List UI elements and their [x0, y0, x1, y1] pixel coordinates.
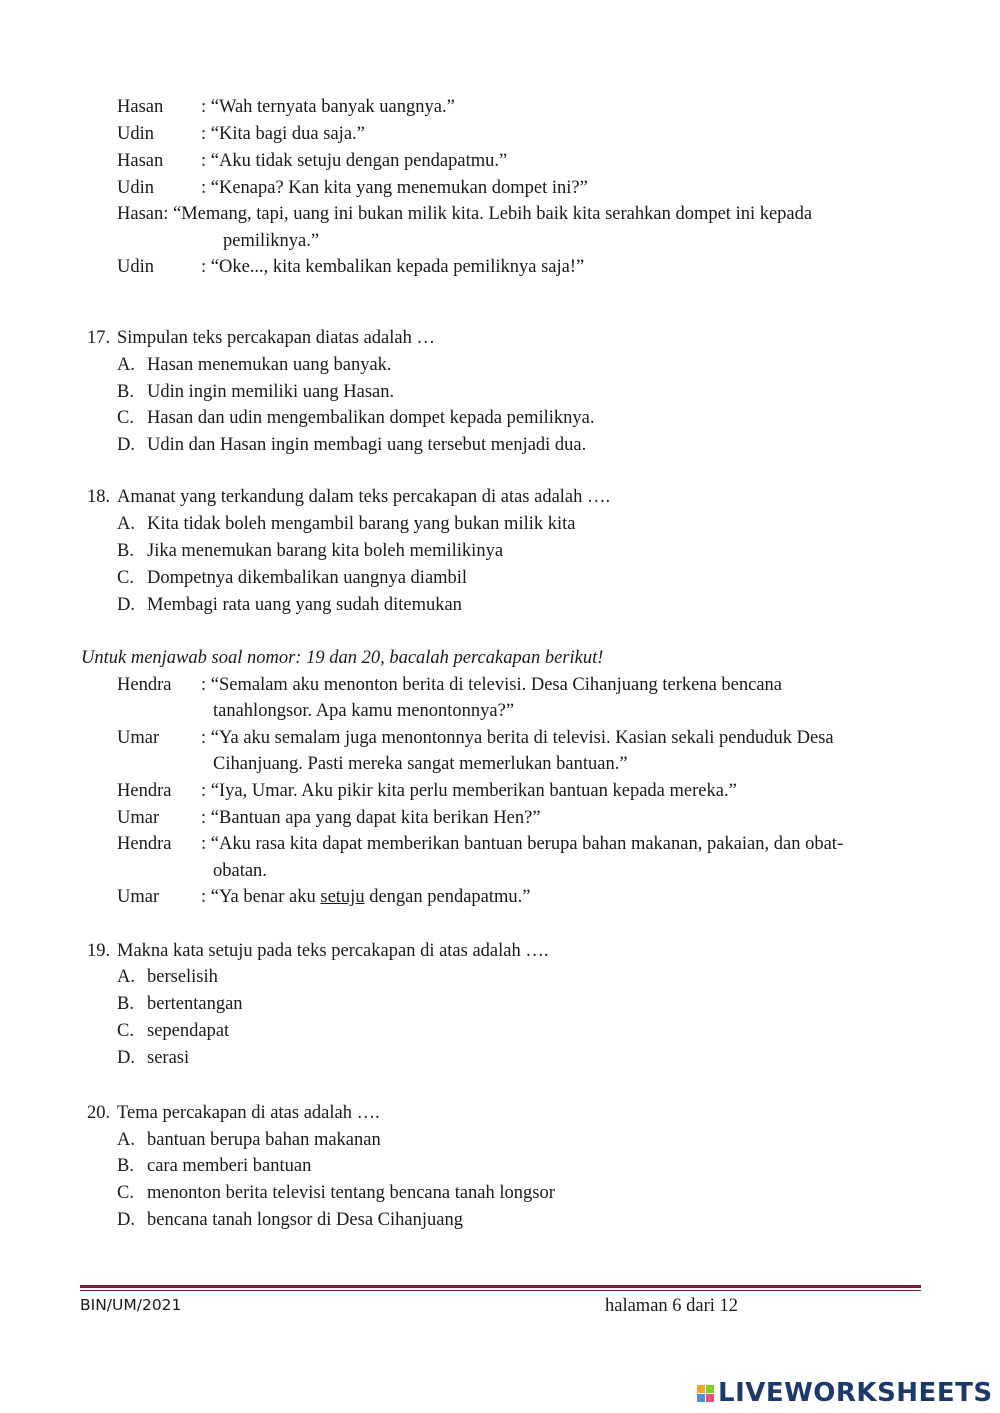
option-letter: A.: [117, 1130, 135, 1150]
dialog1-line: : “Kita bagi dua saja.”: [201, 124, 365, 144]
dialog1-line: : “Aku tidak setuju dengan pendapatmu.”: [201, 151, 508, 171]
option-letter: A.: [117, 355, 135, 375]
question-18-stem: Amanat yang terkandung dalam teks percakapan di atas adalah ….: [117, 487, 611, 507]
dialog2-speaker: Hendra: [117, 834, 172, 854]
dialog1-line: : “Wah ternyata banyak uangnya.”: [201, 97, 455, 117]
q20-option-a: bantuan berupa bahan makanan: [147, 1130, 381, 1150]
dialog1-speaker: Hasan: [117, 151, 164, 171]
q19-option-d: serasi: [147, 1048, 190, 1068]
q17-option-b: Udin ingin memiliki uang Hasan.: [147, 382, 395, 402]
q19-option-a: berselisih: [147, 967, 218, 987]
option-letter: B.: [117, 541, 134, 561]
dialog1-speaker: Udin: [117, 178, 154, 198]
option-letter: D.: [117, 595, 135, 615]
option-letter: C.: [117, 408, 134, 428]
dialog2-continuation: Cihanjuang. Pasti mereka sangat memerlukan bantuan.”: [213, 754, 628, 774]
dialog1-line: Hasan: “Memang, tapi, uang ini bukan milik kita. Lebih baik kita serahkan dompet ini kepada: [117, 204, 813, 224]
dialog2-line: : “Ya aku semalam juga menontonnya berita di televisi. Kasian sekali penduduk Desa: [201, 728, 834, 748]
option-letter: C.: [117, 568, 134, 588]
question-20-number: 20.: [87, 1103, 111, 1123]
dialog2-line: : “Semalam aku menonton berita di televisi. Desa Cihanjuang terkena bencana: [201, 675, 783, 695]
instruction: Untuk menjawab soal nomor: 19 dan 20, bacalah percakapan berikut!: [81, 648, 604, 668]
option-letter: A.: [117, 967, 135, 987]
dialog1-speaker: Hasan: [117, 97, 164, 117]
question-17-number: 17.: [87, 328, 111, 348]
question-17-stem: Simpulan teks percakapan diatas adalah …: [117, 328, 435, 348]
dialog1-line: : “Oke..., kita kembalikan kepada pemiliknya saja!”: [201, 257, 585, 277]
option-letter: A.: [117, 514, 135, 534]
dialog2-speaker: Umar: [117, 728, 160, 748]
option-letter: D.: [117, 1210, 135, 1230]
logo-square: [697, 1394, 705, 1402]
dialog2-speaker: Hendra: [117, 781, 172, 801]
logo-square: [706, 1394, 714, 1402]
dialog2-speaker: Umar: [117, 808, 160, 828]
q18-option-b: Jika menemukan barang kita boleh memilikinya: [147, 541, 504, 561]
dialog2-continuation: tanahlongsor. Apa kamu menontonnya?”: [213, 701, 515, 721]
page-number: halaman 6 dari 12: [605, 1296, 739, 1316]
q19-option-c: sependapat: [147, 1021, 230, 1041]
logo-square: [706, 1385, 714, 1393]
option-letter: D.: [117, 435, 135, 455]
q20-option-d: bencana tanah longsor di Desa Cihanjuang: [147, 1210, 463, 1230]
dialog2-text-before: : “Ya benar aku: [201, 887, 321, 907]
footer-rule-thin: [80, 1290, 921, 1291]
q18-option-a: Kita tidak boleh mengambil barang yang bukan milik kita: [147, 514, 576, 534]
dialog2-text-after: dengan pendapatmu.”: [364, 887, 531, 907]
question-20-stem: Tema percakapan di atas adalah ….: [117, 1103, 380, 1123]
dialog2-continuation: obatan.: [213, 861, 267, 881]
q20-option-c: menonton berita televisi tentang bencana tanah longsor: [147, 1183, 555, 1203]
option-letter: C.: [117, 1183, 134, 1203]
dialog1-continuation: pemiliknya.”: [223, 231, 320, 251]
q18-option-c: Dompetnya dikembalikan uangnya diambil: [147, 568, 468, 588]
logo-square: [697, 1385, 705, 1393]
dialog1-speaker: Udin: [117, 257, 154, 277]
option-letter: B.: [117, 1156, 134, 1176]
dialog2-speaker: Umar: [117, 887, 160, 907]
option-letter: C.: [117, 1021, 134, 1041]
option-letter: B.: [117, 994, 134, 1014]
q19-option-b: bertentangan: [147, 994, 243, 1014]
q17-option-a: Hasan menemukan uang banyak.: [147, 355, 392, 375]
document-code: BIN/UM/2021: [80, 1296, 182, 1314]
footer-rule-thick: [80, 1285, 921, 1288]
brand-name: LIVEWORKSHEETS: [718, 1378, 993, 1408]
dialog2-speaker: Hendra: [117, 675, 172, 695]
underlined-word: setuju: [320, 887, 365, 907]
q20-option-b: cara memberi bantuan: [147, 1156, 312, 1176]
dialog1-speaker: Udin: [117, 124, 154, 144]
question-19-stem: Makna kata setuju pada teks percakapan di atas adalah ….: [117, 941, 549, 961]
q17-option-d: Udin dan Hasan ingin membagi uang tersebut menjadi dua.: [147, 435, 587, 455]
dialog2-line: : “Aku rasa kita dapat memberikan bantuan berupa bahan makanan, pakaian, dan obat-: [201, 834, 844, 854]
q18-option-d: Membagi rata uang yang sudah ditemukan: [147, 595, 462, 615]
question-18-number: 18.: [87, 487, 111, 507]
option-letter: D.: [117, 1048, 135, 1068]
liveworksheets-icon: [697, 1385, 714, 1402]
dialog2-line: : “Iya, Umar. Aku pikir kita perlu memberikan bantuan kepada mereka.”: [201, 781, 737, 801]
question-19-number: 19.: [87, 941, 111, 961]
q17-option-c: Hasan dan udin mengembalikan dompet kepada pemiliknya.: [147, 408, 595, 428]
liveworksheets-logo[interactable]: [697, 1378, 993, 1408]
dialog1-line: : “Kenapa? Kan kita yang menemukan dompet ini?”: [201, 178, 588, 198]
option-letter: B.: [117, 382, 134, 402]
dialog2-line: [201, 888, 531, 907]
dialog2-line: : “Bantuan apa yang dapat kita berikan Hen?”: [201, 808, 541, 828]
